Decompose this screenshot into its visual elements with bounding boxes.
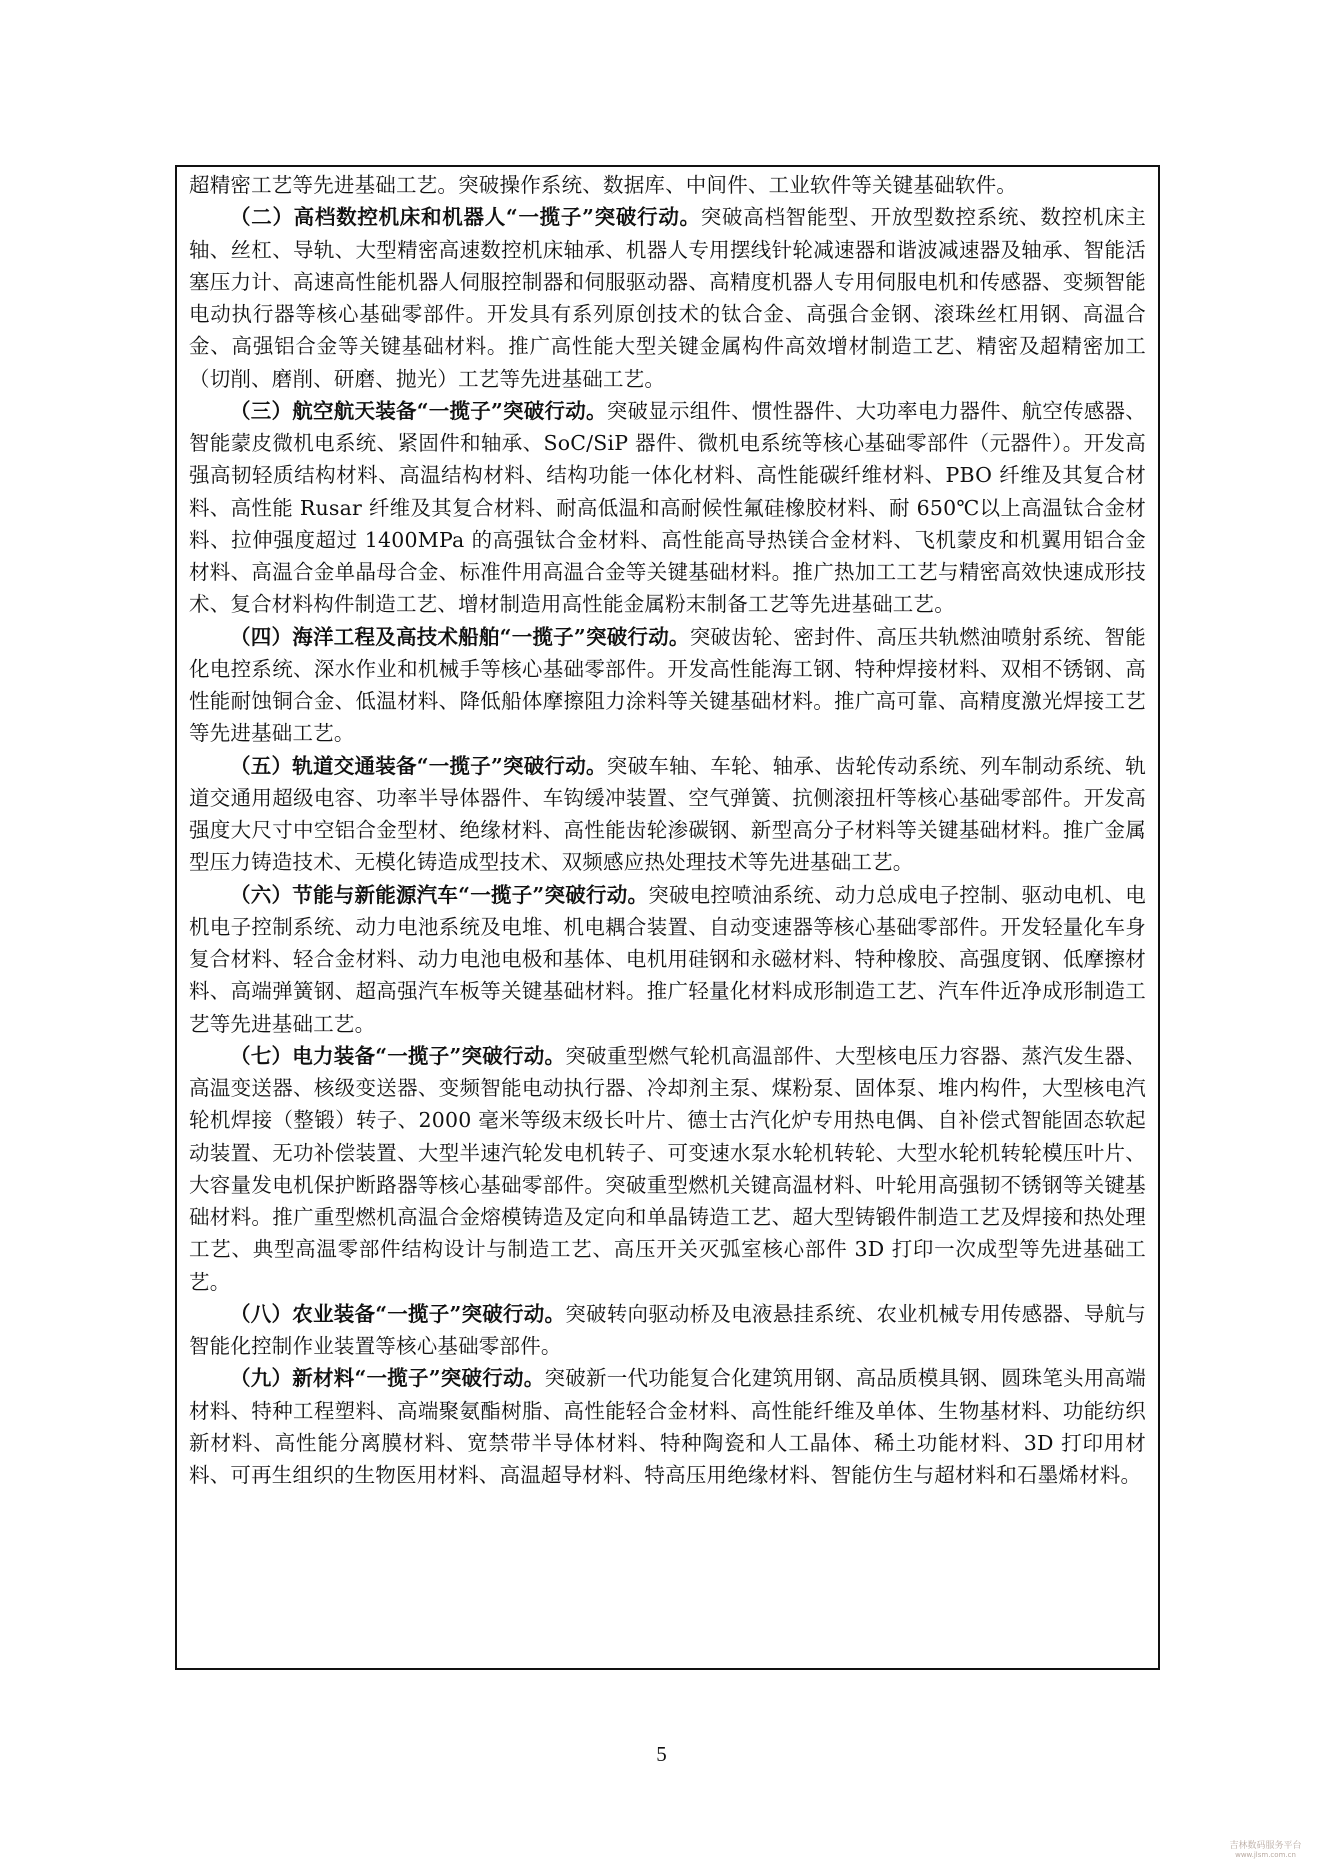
- watermark-title: 吉林数码服务平台: [1229, 1841, 1302, 1851]
- watermark-url: www.jlsm.com.cn: [1235, 1851, 1296, 1859]
- paragraph-section-3: （三）航空航天装备“一揽子”突破行动。突破显示组件、惯性器件、大功率电力器件、航空传感器、智能蒙皮微机电系统、紧固件和轴承、SoC/SiP 器件、微机电系统等核心基础零部件（元器件）。开发高强高韧轻质结构材料、高温结构材料、结构功能一体化材料、高性能碳纤维材料、PBO 纤维及其复合材料、高性能 Rusar 纤维及其复合材料、耐高低温和高耐候性氟硅橡胶材料、耐 650℃以上高温钛合金材料、拉伸强度超过 1400MPa 的高强钛合金材料、高性能高导热镁合金材料、飞机蒙皮和机翼用铝合金材料、高温合金单晶母合金、标准件用高温合金等关键基础材料。推广热加工工艺与精密高效快速成形技术、复合材料构件制造工艺、增材制造用高性能金属粉末制备工艺等先进基础工艺。: [189, 398, 1147, 617]
- paragraph-section-5: （五）轨道交通装备“一揽子”突破行动。突破车轴、车轮、轴承、齿轮传动系统、列车制动系统、轨道交通用超级电容、功率半导体器件、车钩缓冲装置、空气弹簧、抗侧滚扭杆等核心基础零部件。开发高强度大尺寸中空铝合金型材、绝缘材料、高性能齿轮渗碳钢、新型高分子材料等关键基础材料。推广金属型压力铸造技术、无模化铸造成型技术、双频感应热处理技术等先进基础工艺。: [189, 753, 1147, 875]
- section-heading: （五）轨道交通装备“一揽子”突破行动。: [230, 753, 607, 778]
- section-heading: （九）新材料“一揽子”突破行动。: [230, 1366, 545, 1391]
- paragraph-section-7: （七）电力装备“一揽子”突破行动。突破重型燃气轮机高温部件、大型核电压力容器、蒸汽发生器、高温变送器、核级变送器、变频智能电动执行器、冷却剂主泵、煤粉泵、固体泵、堆内构件，大型核电汽轮机焊接（整锻）转子、2000 毫米等级末级长叶片、德士古汽化炉专用热电偶、自补偿式智能固态软起动装置、无功补偿装置、大型半速汽轮发电机转子、可变速水泵水轮机转轮、大型水轮机转轮模压叶片、大容量发电机保护断路器等核心基础零部件。突破重型燃机关键高温材料、叶轮用高强韧不锈钢等关键基础材料。推广重型燃机高温合金熔模铸造及定向和单晶铸造工艺、超大型铸锻件制造工艺及焊接和热处理工艺、典型高温零部件结构设计与制造工艺、高压开关灭弧室核心部件 3D 打印一次成型等先进基础工艺。: [189, 1043, 1146, 1294]
- section-heading: （二）高档数控机床和机器人“一揽子”突破行动。: [230, 205, 701, 230]
- paragraph-section-8: （八）农业装备“一揽子”突破行动。突破转向驱动桥及电液悬挂系统、农业机械专用传感器、导航与智能化控制作业装置等核心基础零部件。: [189, 1301, 1146, 1358]
- paragraph-section-9: （九）新材料“一揽子”突破行动。突破新一代功能复合化建筑用钢、高品质模具钢、圆珠笔头用高端材料、特种工程塑料、高端聚氨酯树脂、高性能轻合金材料、高性能纤维及单体、生物基材料、功能纺织新材料、高性能分离膜材料、宽禁带半导体材料、特种陶瓷和人工晶体、稀土功能材料、3D 打印用材料、可再生组织的生物医用材料、高温超导材料、特高压用绝缘材料、智能仿生与超材料和石墨烯材料。: [189, 1366, 1146, 1487]
- section-heading: （八）农业装备“一揽子”突破行动。: [230, 1301, 566, 1326]
- paragraph-intro: 超精密工艺等先进基础工艺。突破操作系统、数据库、中间件、工业软件等关键基础软件。: [189, 173, 1017, 197]
- paragraph-section-6: （六）节能与新能源汽车“一揽子”突破行动。突破电控喷油系统、动力总成电子控制、驱动电机、电机电子控制系统、动力电池系统及电堆、机电耦合装置、自动变速器等核心基础零部件。开发轻量化车身复合材料、轻合金材料、动力电池电极和基体、电机用硅钢和永磁材料、特种橡胶、高强度钢、低摩擦材料、高端弹簧钢、超高强汽车板等关键基础材料。推广轻量化材料成形制造工艺、汽车件近净成形制造工艺等先进基础工艺。: [189, 882, 1146, 1036]
- paragraph-section-2: （二）高档数控机床和机器人“一揽子”突破行动。突破高档智能型、开放型数控系统、数控机床主轴、丝杠、导轨、大型精密高速数控机床轴承、机器人专用摆线针轮减速器和谐波减速器及轴承、智能活塞压力计、高速高性能机器人伺服控制器和伺服驱动器、高精度机器人专用伺服电机和传感器、变频智能电动执行器等核心基础零部件。开发具有系列原创技术的钛合金、高强合金钢、滚珠丝杠用钢、高温合金、高强铝合金等关键基础材料。推广高性能大型关键金属构件高效增材制造工艺、精密及超精密加工（切削、磨削、研磨、抛光）工艺等先进基础工艺。: [189, 205, 1146, 391]
- section-heading: （四）海洋工程及高技术船舶“一揽子”突破行动。: [230, 624, 690, 649]
- watermark-logo: [1218, 1838, 1313, 1859]
- section-heading: （六）节能与新能源汽车“一揽子”突破行动。: [230, 882, 649, 907]
- section-heading: （三）航空航天装备“一揽子”突破行动。: [230, 398, 607, 423]
- section-heading: （七）电力装备“一揽子”突破行动。: [230, 1043, 566, 1068]
- document-text-frame: [175, 165, 1160, 1670]
- paragraph-section-4: （四）海洋工程及高技术船舶“一揽子”突破行动。突破齿轮、密封件、高压共轨燃油喷射系统、智能化电控系统、深水作业和机械手等核心基础零部件。开发高性能海工钢、特种焊接材料、双相不锈钢、高性能耐蚀铜合金、低温材料、降低船体摩擦阻力涂料等关键基础材料。推广高可靠、高精度激光焊接工艺等先进基础工艺。: [189, 624, 1146, 746]
- page-number: 5: [656, 1742, 667, 1766]
